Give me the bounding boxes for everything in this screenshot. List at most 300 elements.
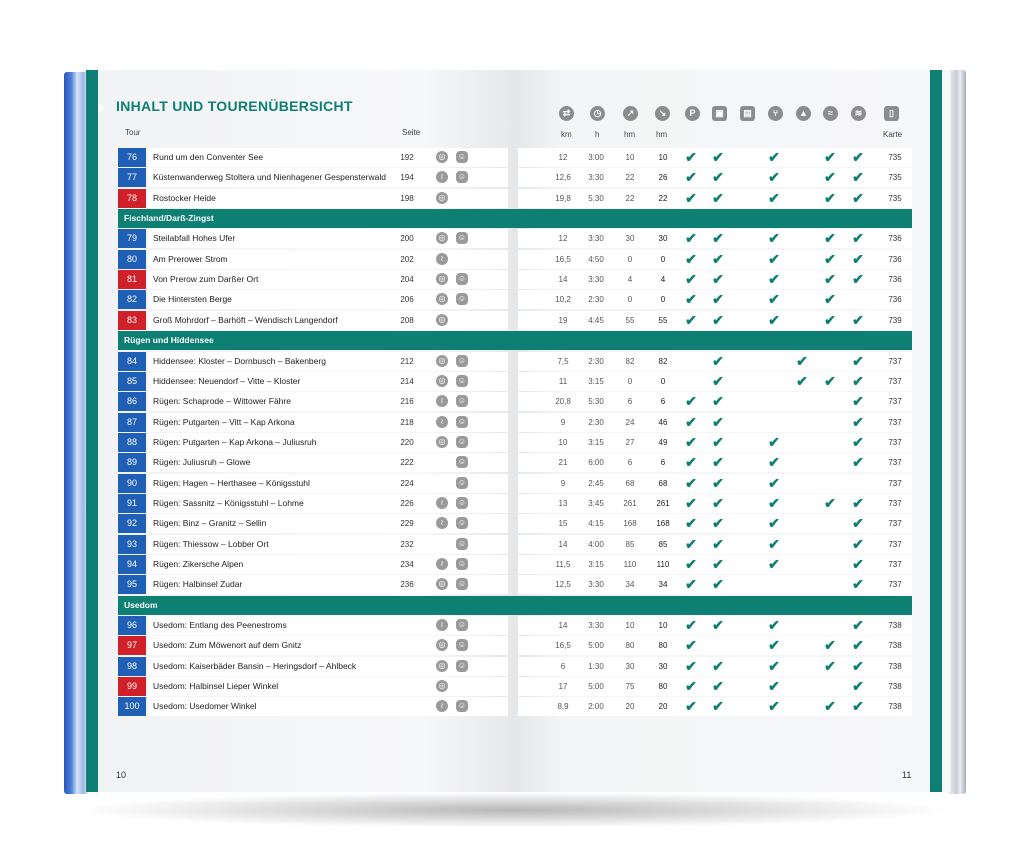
table-row[interactable]: [118, 677, 912, 696]
region-label: Rügen und Hiddensee: [124, 335, 214, 346]
table-row[interactable]: [118, 352, 912, 371]
check-icon: ✔: [685, 271, 697, 288]
check-icon: ✔: [712, 311, 724, 328]
check-icon: ✔: [712, 474, 724, 491]
restaurant-icon: ⑂: [768, 106, 783, 121]
summit-icon: ▲: [796, 106, 811, 121]
tour-map: 737: [888, 519, 902, 529]
table-row[interactable]: [118, 555, 912, 574]
table-row[interactable]: [118, 270, 912, 289]
tour-name: Rügen: Halbinsel Zudar: [153, 579, 243, 590]
check-icon: ✔: [712, 271, 724, 288]
tour-name: Rügen: Juliusruh – Glowe: [153, 457, 251, 468]
winding-path-icon: ≀: [436, 700, 448, 712]
tour-duration: 4:45: [588, 315, 604, 325]
tour-name: Rügen: Sassnitz – Königsstuhl – Lohme: [153, 497, 304, 508]
family-friendly-icon: ☺: [457, 172, 467, 182]
tour-km: 20,8: [555, 397, 571, 407]
winding-path-icon: ≀: [436, 253, 448, 265]
table-row[interactable]: [118, 616, 912, 635]
tour-name: Rügen: Thiessow – Lobber Ort: [153, 538, 269, 549]
check-icon: ✔: [852, 535, 864, 552]
tour-descent: 85: [658, 539, 668, 549]
region-header: [118, 331, 912, 350]
distance-icon: ⇄: [559, 106, 574, 121]
tour-duration: 5:00: [588, 641, 604, 651]
tour-page: 200: [400, 234, 414, 244]
tour-descent: 26: [658, 173, 668, 183]
tour-number: 83: [118, 311, 146, 330]
tour-name: Usedom: Zum Möwenort auf dem Gnitz: [153, 640, 302, 651]
tour-page: 214: [400, 376, 414, 386]
tour-km: 7,5: [557, 356, 569, 366]
tour-map: 737: [888, 498, 902, 508]
tour-km: 21: [558, 458, 568, 468]
tour-number: 88: [118, 433, 146, 452]
check-icon: ✔: [824, 169, 836, 186]
tour-number: 94: [118, 555, 146, 574]
check-icon: ✔: [852, 556, 864, 572]
table-row[interactable]: [118, 189, 912, 208]
table-row[interactable]: [118, 494, 912, 513]
check-icon: ✔: [712, 556, 724, 572]
tour-number: 78: [118, 189, 146, 208]
page-title: INHALT UND TOURENÜBERSICHT: [116, 98, 353, 114]
title-arrow-icon: [98, 103, 104, 113]
tour-number: 96: [118, 616, 146, 635]
family-friendly-icon: ☺: [457, 436, 467, 446]
tour-duration: 3:30: [588, 580, 604, 590]
tour-duration: 3:30: [588, 234, 604, 244]
tour-descent: 4: [660, 275, 666, 285]
tour-ascent: 0: [627, 254, 633, 264]
table-row[interactable]: [118, 697, 912, 716]
tour-ascent: 261: [623, 498, 637, 508]
tour-ascent: 0: [627, 295, 633, 305]
tour-page: 204: [400, 275, 414, 285]
swimming-icon: ≋: [851, 106, 866, 121]
tour-duration: 3:00: [588, 153, 604, 162]
bus-icon: ▣: [712, 106, 727, 121]
family-friendly-icon: ☺: [457, 294, 467, 304]
tour-name: Hiddensee: Kloster – Dornbusch – Bakenberg: [153, 355, 326, 366]
check-icon: ✔: [712, 494, 724, 511]
check-icon: ✔: [824, 637, 836, 654]
tour-page: 220: [400, 437, 414, 447]
winding-path-icon: ≀: [436, 497, 448, 509]
check-icon: ✔: [768, 433, 780, 450]
tour-number: 90: [118, 474, 146, 493]
check-icon: ✔: [768, 617, 780, 634]
check-icon: ✔: [852, 494, 864, 511]
tour-map: 735: [888, 193, 902, 203]
check-icon: ✔: [685, 149, 697, 165]
check-icon: ✔: [768, 149, 780, 165]
tour-km: 8,9: [557, 702, 569, 712]
check-icon: ✔: [824, 250, 836, 267]
check-icon: ✔: [685, 474, 697, 491]
tour-km: 10,2: [555, 295, 571, 305]
check-icon: ✔: [685, 189, 697, 206]
family-friendly-icon: ☺: [457, 416, 467, 426]
check-icon: ✔: [768, 657, 780, 674]
tour-number: 81: [118, 270, 146, 289]
table-row[interactable]: [118, 514, 912, 533]
tour-descent: 20: [658, 702, 668, 712]
check-icon: ✔: [712, 169, 724, 186]
check-icon: ✔: [768, 556, 780, 572]
check-icon: ✔: [852, 617, 864, 634]
check-icon: ✔: [768, 698, 780, 715]
circular-route-icon: ◎: [436, 375, 448, 387]
check-icon: ✔: [685, 230, 697, 247]
tour-km: 13: [558, 498, 568, 508]
tour-duration: 3:15: [588, 560, 604, 569]
tour-number: 77: [118, 168, 146, 187]
tour-km: 16,5: [555, 254, 571, 264]
check-icon: ✔: [824, 291, 836, 308]
tour-page: 222: [400, 458, 414, 468]
tour-km: 14: [558, 275, 568, 285]
tour-duration: 2:30: [588, 417, 604, 427]
table-row[interactable]: [118, 392, 912, 411]
tour-duration: 4:00: [588, 539, 604, 549]
circular-route-icon: ◎: [436, 680, 448, 692]
tour-number: 86: [118, 392, 146, 411]
tour-ascent: 110: [623, 560, 637, 569]
tour-number: 85: [118, 372, 146, 391]
table-row[interactable]: [118, 535, 912, 554]
region-label: Usedom: [124, 599, 158, 610]
tour-map: 737: [888, 580, 902, 590]
tour-duration: 2:45: [588, 478, 604, 488]
tour-descent: 110: [656, 560, 670, 569]
tour-km: 11,5: [555, 560, 571, 569]
check-icon: ✔: [852, 576, 864, 593]
tour-number: 98: [118, 657, 146, 676]
check-icon: ✔: [712, 678, 724, 695]
tour-ascent: 24: [625, 417, 635, 427]
check-icon: ✔: [852, 678, 864, 695]
family-friendly-icon: ☺: [457, 233, 467, 243]
family-friendly-icon: ☺: [457, 274, 467, 284]
check-icon: ✔: [796, 372, 808, 389]
check-icon: ✔: [712, 454, 724, 471]
check-icon: ✔: [768, 494, 780, 511]
descent-icon: ↘: [655, 106, 670, 121]
check-icon: ✔: [685, 698, 697, 715]
table-row[interactable]: [118, 168, 912, 187]
table-row[interactable]: [118, 148, 912, 167]
check-icon: ✔: [852, 454, 864, 471]
family-friendly-icon: ☺: [457, 538, 467, 548]
check-icon: ✔: [768, 250, 780, 267]
family-friendly-icon: ☺: [457, 620, 467, 630]
tour-page: 218: [400, 417, 414, 427]
check-icon: ✔: [685, 556, 697, 572]
tour-name: Rügen: Schaprode – Wittower Fähre: [153, 396, 291, 407]
winding-path-icon: ≀: [436, 416, 448, 428]
tour-number: 95: [118, 575, 146, 594]
tour-descent: 55: [658, 315, 668, 325]
table-row[interactable]: [118, 433, 912, 452]
family-friendly-icon: ☺: [457, 396, 467, 406]
tour-duration: 2:30: [588, 295, 604, 305]
check-icon: ✔: [712, 352, 724, 369]
check-icon: ✔: [852, 433, 864, 450]
tour-map: 738: [888, 702, 902, 712]
check-icon: ✔: [685, 291, 697, 308]
family-friendly-icon: ☺: [457, 477, 467, 487]
check-icon: ✔: [824, 494, 836, 511]
table-row[interactable]: [118, 474, 912, 493]
winding-path-icon: ≀: [436, 517, 448, 529]
tour-duration: 2:30: [588, 356, 604, 366]
check-icon: ✔: [712, 393, 724, 410]
tour-ascent: 75: [625, 682, 635, 692]
table-row[interactable]: [118, 372, 912, 391]
check-icon: ✔: [768, 189, 780, 206]
check-icon: ✔: [824, 149, 836, 165]
tour-descent: 0: [660, 254, 666, 264]
clock-icon: ◷: [590, 106, 605, 121]
book-shadow: [72, 792, 952, 828]
check-icon: ✔: [852, 698, 864, 715]
tour-duration: 3:30: [588, 173, 604, 183]
check-icon: ✔: [768, 454, 780, 471]
tour-map: 736: [888, 234, 902, 244]
table-row[interactable]: [118, 453, 912, 472]
check-icon: ✔: [852, 230, 864, 247]
tour-map: 737: [888, 560, 902, 569]
tour-km: 14: [558, 539, 568, 549]
tour-map: 737: [888, 417, 902, 427]
tour-km: 9: [560, 417, 566, 427]
tour-name: Usedom: Kaiserbäder Bansin – Heringsdorf – Ahlbeck: [153, 660, 357, 671]
tour-page: 236: [400, 580, 414, 590]
check-icon: ✔: [685, 393, 697, 410]
tour-descent: 0: [660, 295, 666, 305]
header-karte: Karte: [883, 130, 903, 139]
tour-name: Groß Mohrdorf – Barhöft – Wendisch Langendorf: [153, 314, 338, 325]
tour-page: [390, 616, 424, 635]
winding-path-icon: ≀: [436, 558, 448, 570]
check-icon: ✔: [768, 311, 780, 328]
book-edge-right: [948, 70, 966, 794]
check-icon: ✔: [852, 189, 864, 206]
tour-map: 738: [888, 682, 902, 692]
tour-ascent: 85: [625, 539, 635, 549]
tour-name: Rügen: Putgarten – Vitt – Kap Arkona: [153, 416, 295, 427]
tour-name: Steilabfall Hohes Ufer: [153, 233, 236, 244]
table-row[interactable]: [118, 250, 912, 269]
tour-name: Rügen: Putgarten – Kap Arkona – Juliusruh: [153, 436, 317, 447]
check-icon: ✔: [685, 535, 697, 552]
check-icon: ✔: [685, 494, 697, 511]
tour-descent: 46: [658, 417, 668, 427]
tour-map: 737: [888, 356, 902, 366]
check-icon: ✔: [712, 617, 724, 634]
circular-route-icon: ◎: [436, 293, 448, 305]
tour-ascent: 68: [625, 478, 635, 488]
tour-km: 11: [558, 376, 568, 386]
header-km: km: [561, 130, 572, 139]
tour-ascent: 168: [623, 519, 637, 529]
tour-duration: 6:00: [588, 458, 604, 468]
check-icon: ✔: [712, 413, 724, 430]
tour-descent: 68: [658, 478, 668, 488]
tour-ascent: 0: [627, 376, 633, 386]
tour-duration: 1:30: [588, 661, 604, 671]
family-friendly-icon: ☺: [457, 518, 467, 528]
check-icon: ✔: [852, 637, 864, 654]
tour-map: 735: [888, 173, 902, 183]
tour-duration: 4:15: [588, 519, 604, 529]
region-header: [118, 596, 912, 615]
check-icon: ✔: [712, 189, 724, 206]
tour-km: 12,5: [555, 580, 571, 590]
tour-page: [390, 657, 424, 676]
right-teal-bar: [930, 70, 942, 792]
check-icon: ✔: [768, 169, 780, 186]
ascent-icon: ↗: [623, 106, 638, 121]
circular-route-icon: ◎: [436, 192, 448, 204]
train-icon: ▤: [740, 106, 755, 121]
check-icon: ✔: [768, 515, 780, 532]
tour-ascent: 27: [625, 437, 635, 447]
circular-route-icon: ◎: [436, 436, 448, 448]
tour-descent: 22: [658, 193, 668, 203]
check-icon: ✔: [685, 250, 697, 267]
circular-route-icon: ◎: [436, 660, 448, 672]
tour-ascent: 30: [625, 661, 635, 671]
table-row[interactable]: [118, 657, 912, 676]
tour-descent: 168: [656, 519, 670, 529]
tour-number: 89: [118, 453, 146, 472]
check-icon: ✔: [852, 169, 864, 186]
table-row[interactable]: [118, 575, 912, 594]
tour-name: Rügen: Zikersche Alpen: [153, 559, 244, 569]
tour-page: [390, 636, 424, 655]
circular-route-icon: ◎: [436, 578, 448, 590]
winding-path-icon: ≀: [436, 395, 448, 407]
check-icon: ✔: [768, 535, 780, 552]
tour-page: 232: [400, 539, 414, 549]
tour-descent: 0: [660, 376, 666, 386]
tour-name: Rostocker Heide: [153, 192, 216, 203]
tour-number: 84: [118, 352, 146, 371]
tour-page: 192: [400, 153, 414, 162]
tour-km: 12: [558, 234, 568, 244]
tour-descent: 30: [658, 661, 668, 671]
circular-route-icon: ◎: [436, 232, 448, 244]
tour-map: 737: [888, 397, 902, 407]
tour-ascent: 10: [625, 153, 635, 162]
check-icon: ✔: [685, 678, 697, 695]
check-icon: ✔: [712, 250, 724, 267]
tour-descent: 82: [658, 356, 668, 366]
check-icon: ✔: [796, 352, 808, 369]
family-friendly-icon: ☺: [457, 640, 467, 650]
tour-ascent: 6: [627, 458, 633, 468]
check-icon: ✔: [768, 291, 780, 308]
tour-page: 216: [400, 397, 414, 407]
tour-km: 16,5: [555, 641, 571, 651]
tour-number: 93: [118, 535, 146, 554]
check-icon: ✔: [824, 311, 836, 328]
header-hm-down: hm: [656, 130, 668, 139]
header-seite: Seite: [402, 128, 421, 137]
book-edge-left: [64, 72, 88, 794]
tour-duration: 5:30: [588, 193, 604, 203]
circular-route-icon: ◎: [436, 639, 448, 651]
tour-ascent: 10: [625, 621, 635, 631]
tour-page: 229: [400, 519, 414, 529]
tour-km: 17: [558, 682, 568, 692]
tour-ascent: 80: [625, 641, 635, 651]
family-friendly-icon: ☺: [457, 701, 467, 711]
check-icon: ✔: [712, 576, 724, 593]
tour-page: 208: [400, 315, 414, 325]
table-row[interactable]: [118, 290, 912, 309]
family-friendly-icon: ☺: [457, 375, 467, 385]
check-icon: ✔: [852, 250, 864, 267]
tour-page: [390, 677, 424, 696]
tour-km: 15: [558, 519, 568, 529]
tour-number: 100: [118, 697, 146, 716]
table-row[interactable]: [118, 413, 912, 432]
table-row[interactable]: [118, 636, 912, 655]
tour-duration: 3:15: [588, 376, 604, 386]
tour-number: 92: [118, 514, 146, 533]
tour-ascent: 6: [627, 397, 633, 407]
check-icon: ✔: [852, 149, 864, 165]
tour-descent: 34: [658, 580, 668, 590]
check-icon: ✔: [852, 311, 864, 328]
tour-duration: 5:00: [588, 682, 604, 692]
tour-descent: 10: [658, 153, 668, 162]
winding-path-icon: ≀: [436, 619, 448, 631]
tour-duration: 5:30: [588, 397, 604, 407]
tour-duration: 3:45: [588, 498, 604, 508]
tour-descent: 261: [656, 498, 670, 508]
tour-name: Usedom: Usedomer Winkel: [153, 701, 257, 712]
table-row[interactable]: [118, 311, 912, 330]
tour-map: 739: [888, 315, 902, 325]
region-label: Fischland/Darß-Zingst: [124, 213, 214, 224]
header-h: h: [595, 130, 600, 139]
check-icon: ✔: [712, 433, 724, 450]
check-icon: ✔: [712, 535, 724, 552]
tour-map: 738: [888, 641, 902, 651]
table-row[interactable]: [118, 229, 912, 248]
check-icon: ✔: [685, 576, 697, 593]
parking-icon: P: [685, 106, 700, 121]
winding-path-icon: ≀: [436, 171, 448, 183]
check-icon: ✔: [685, 515, 697, 532]
page-number-left: 10: [116, 770, 127, 780]
tour-name: Rügen: Binz – Granitz – Sellin: [153, 518, 267, 529]
tour-map: 738: [888, 661, 902, 671]
tour-ascent: 22: [625, 173, 635, 183]
tour-name: Von Prerow zum Darßer Ort: [153, 274, 259, 285]
family-friendly-icon: ☺: [457, 355, 467, 365]
page-number-right: 11: [902, 770, 912, 780]
tour-number: 82: [118, 290, 146, 309]
tour-duration: 4:50: [588, 254, 604, 264]
tour-number: 97: [118, 636, 146, 655]
tour-map: 737: [888, 376, 902, 386]
